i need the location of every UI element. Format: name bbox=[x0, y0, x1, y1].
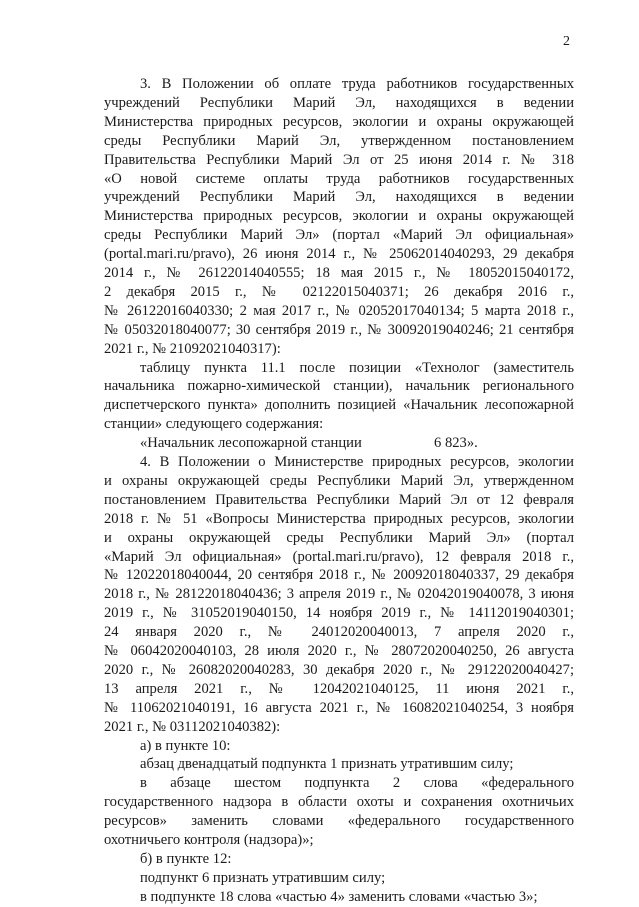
text-line: Правительства Республики Марий Эл от 25 июня 2014 г. № 318 bbox=[104, 151, 574, 168]
text-line: абзац двенадцатый подпункта 1 признать утратившим силу; bbox=[140, 756, 514, 773]
text-line: ресурсов» заменить словами «федерального государственного bbox=[104, 813, 574, 830]
text-line: станции» следующего содержания: bbox=[104, 416, 324, 433]
text-line: 2 декабря 2015 г., № 02122015040371; 26 декабря 2016 г., bbox=[104, 283, 574, 300]
text-line: подпункт 6 признать утратившим силу; bbox=[140, 869, 386, 886]
text-line: 3. В Положении об оплате труда работников государственных bbox=[140, 76, 574, 92]
text-line: «О новой системе оплаты труда работников государственных bbox=[104, 170, 574, 187]
text-line: государственного надзора в области охоты и сохранения охотничьих bbox=[104, 794, 574, 811]
text-line: Министерства природных ресурсов, экологии и охраны окружающей bbox=[104, 208, 574, 225]
text-line: 2020 г., № 26082020040283, 30 декабря 2020 г., № 29122020040427; bbox=[104, 661, 574, 678]
text-line: учреждений Республики Марий Эл, находящихся в ведении bbox=[104, 94, 574, 111]
text-line: а) в пункте 10: bbox=[140, 737, 231, 754]
text-line: 2021 г., № 03112021040382): bbox=[104, 718, 281, 735]
text-line: 2014 г., № 26122014040555; 18 мая 2015 г., № 18052015040172, bbox=[104, 265, 574, 281]
text-line: № 06042020040103, 28 июля 2020 г., № 28072020040250, 26 августа bbox=[104, 643, 574, 659]
text-line: «Начальник лесопожарной станции bbox=[140, 435, 362, 452]
text-line: начальника пожарно-химической станции), начальник регионального bbox=[104, 378, 574, 395]
text-line: № 12022018040044, 20 сентября 2018 г., № 20092018040337, 29 декабря bbox=[104, 567, 574, 584]
text-line: 2018 г. № 51 «Вопросы Министерства природных ресурсов, экологии bbox=[104, 510, 574, 527]
text-line: среды Республики Марий Эл» (портал «Марий Эл официальная» bbox=[104, 227, 574, 244]
text-line: 2019 г., № 31052019040150, 14 ноября 2019 г., № 14112019040301; bbox=[104, 605, 574, 622]
text-line: и охраны окружающей среды Республики Марий Эл, утвержденном bbox=[104, 472, 574, 489]
text-line: в абзаце шестом подпункта 2 слова «федерального bbox=[140, 775, 574, 792]
text-line: постановлением Правительства Республики Марий Эл от 12 февраля bbox=[104, 491, 574, 508]
text-line: 2018 г., № 28122018040436; 3 апреля 2019 г., № 02042019040078, 3 июня bbox=[104, 586, 574, 603]
text-line: № 26122016040330; 2 мая 2017 г., № 02052017040134; 5 марта 2018 г., bbox=[104, 302, 574, 319]
table-value: 6 823». bbox=[434, 435, 478, 452]
text-line: б) в пункте 12: bbox=[140, 850, 232, 867]
text-line: 4. В Положении о Министерстве природных ресурсов, экологии bbox=[140, 454, 574, 470]
text-line: 24 января 2020 г., № 24012020040013, 7 апреля 2020 г., bbox=[104, 624, 574, 641]
text-line: 13 апреля 2021 г., № 12042021040125, 11 июня 2021 г., bbox=[104, 680, 574, 697]
text-line: 2021 г., № 21092021040317): bbox=[104, 340, 281, 357]
text-line: Министерства природных ресурсов, экологии и охраны окружающей bbox=[104, 113, 574, 130]
text-line: «Марий Эл официальная» (portal.mari.ru/pravo), 12 февраля 2018 г., bbox=[104, 548, 574, 565]
text-line: среды Республики Марий Эл, утвержденном постановлением bbox=[104, 132, 574, 149]
text-line: (portal.mari.ru/pravo), 26 июня 2014 г., № 25062014040293, 29 декабря bbox=[104, 246, 574, 263]
text-line: в подпункте 18 слова «частью 4» заменить словами «частью 3»; bbox=[140, 888, 538, 905]
text-line: № 05032018040077; 30 сентября 2019 г., № 30092019040246; 21 сентября bbox=[104, 321, 574, 338]
text-line: и охраны окружающей среды Республики Марий Эл» (портал bbox=[104, 529, 574, 546]
page-number: 2 bbox=[563, 34, 570, 49]
text-line: учреждений Республики Марий Эл, находящихся в ведении bbox=[104, 189, 574, 206]
text-line: № 11062021040191, 16 августа 2021 г., № 16082021040254, 3 ноября bbox=[104, 699, 574, 716]
text-line: охотничьего контроля (надзора)»; bbox=[104, 832, 314, 848]
text-line: диспетчерского пункта» дополнить позицией «Начальник лесопожарной bbox=[104, 397, 574, 414]
text-line: таблицу пункта 11.1 после позиции «Технолог (заместитель bbox=[140, 359, 574, 376]
